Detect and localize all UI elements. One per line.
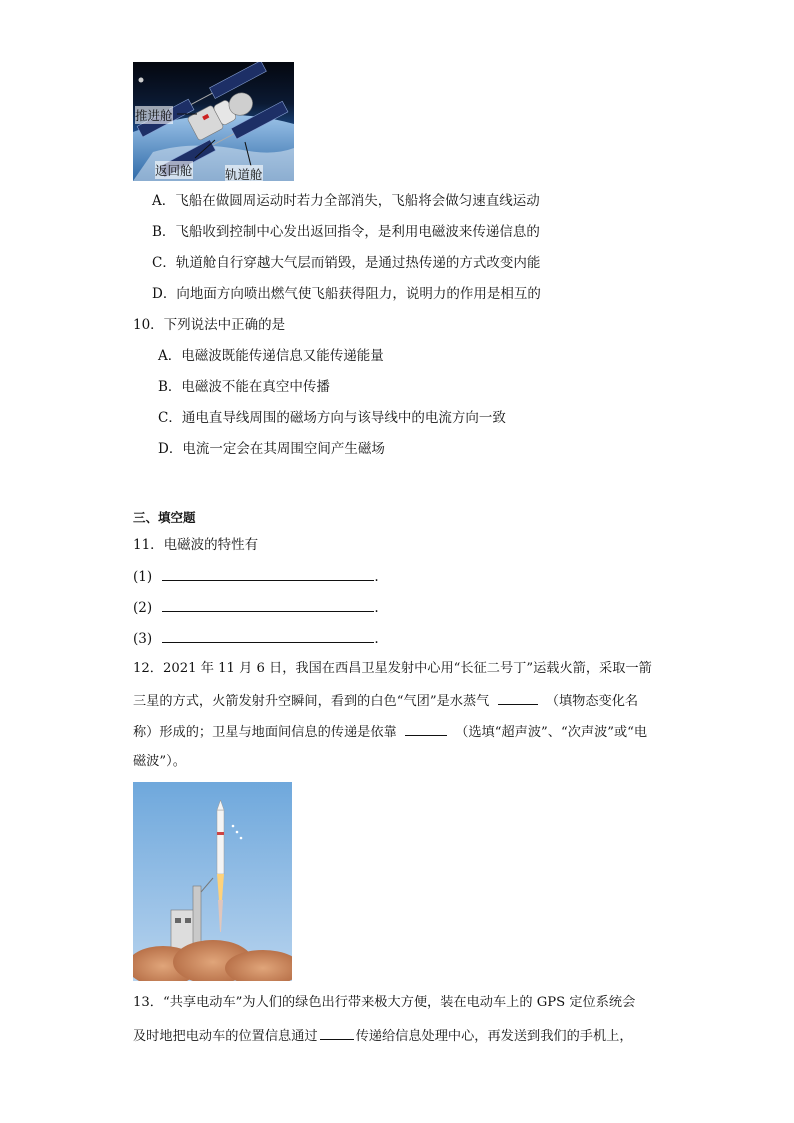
q11-blank-2[interactable]: [162, 597, 374, 612]
q11-blank-1[interactable]: [162, 566, 374, 581]
q11-item-2-period: .: [374, 600, 379, 616]
q11-item-3: [133, 628, 379, 649]
q12-line-1: 12．2021 年 11 月 6 日，我国在西昌卫星发射中心用“长征二号丁”运载火箭，采取一箭: [133, 661, 652, 676]
q12-line-2-text-b: （填物态变化名: [545, 694, 639, 709]
q11-blank-3[interactable]: [162, 628, 374, 643]
q11-item-3-number: (3): [133, 631, 153, 647]
q11-item-2: [133, 597, 379, 618]
q11-item-1-number: (1): [133, 569, 153, 585]
q12-line-4: 磁波”）。: [133, 754, 186, 769]
q12-line-3-text-b: （选填“超声波”、“次声波”或“电: [455, 725, 648, 740]
q11-item-1-period: .: [374, 569, 379, 585]
q13-line-2-text-a: 及时地把电动车的位置信息通过: [133, 1029, 318, 1044]
q11-item-2-number: (2): [133, 600, 153, 616]
q12-blank-1[interactable]: [498, 690, 538, 705]
spacecraft-figure: [133, 62, 294, 181]
q11-stem: 11．电磁波的特性有: [133, 537, 259, 553]
q10-stem: 10．下列说法中正确的是: [133, 317, 286, 333]
orbital-module-label: 轨道舱: [225, 167, 263, 181]
q12-line-2: [133, 690, 638, 712]
return-module-label: 返回舱: [155, 163, 193, 178]
q13-line-2: [133, 1025, 633, 1047]
q11-item-3-period: .: [374, 631, 379, 647]
q10-option-a: A．电磁波既能传递信息又能传递能量: [158, 348, 384, 364]
q12-blank-2[interactable]: [405, 721, 447, 736]
rocket-launch-illustration: [133, 782, 292, 981]
q12-line-2-text-a: 三星的方式，火箭发射升空瞬间，看到的白色“气团”是水蒸气: [133, 694, 490, 709]
q9-option-c: C．轨道舱自行穿越大气层而销毁，是通过热传递的方式改变内能: [152, 255, 541, 271]
q10-option-c: C．通电直导线周围的磁场方向与该导线中的电流方向一致: [158, 410, 506, 426]
q12-line-3: [133, 721, 647, 743]
q13-blank-1[interactable]: [320, 1025, 354, 1040]
q9-option-a: A．飞船在做圆周运动时若力全部消失，飞船将会做匀速直线运动: [152, 193, 540, 209]
q10-option-d: D．电流一定会在其周围空间产生磁场: [158, 441, 385, 457]
section-title: 三、填空题: [133, 510, 196, 525]
q11-item-1: [133, 566, 379, 587]
q13-line-2-text-b: 传递给信息处理中心，再发送到我们的手机上，: [355, 1029, 633, 1044]
q13-line-1: 13．“共享电动车”为人们的绿色出行带来极大方便，装在电动车上的 GPS 定位系统会: [133, 995, 636, 1010]
q9-option-b: B．飞船收到控制中心发出返回指令，是利用电磁波来传递信息的: [152, 224, 540, 240]
propulsion-module-label: 推进舱: [135, 108, 173, 123]
q9-option-d: D．向地面方向喷出燃气使飞船获得阻力，说明力的作用是相互的: [152, 286, 541, 302]
rocket-launch-figure: [133, 782, 292, 981]
q10-option-b: B．电磁波不能在真空中传播: [158, 379, 330, 395]
q12-line-3-text-a: 称）形成的；卫星与地面间信息的传递是依靠: [133, 725, 397, 740]
